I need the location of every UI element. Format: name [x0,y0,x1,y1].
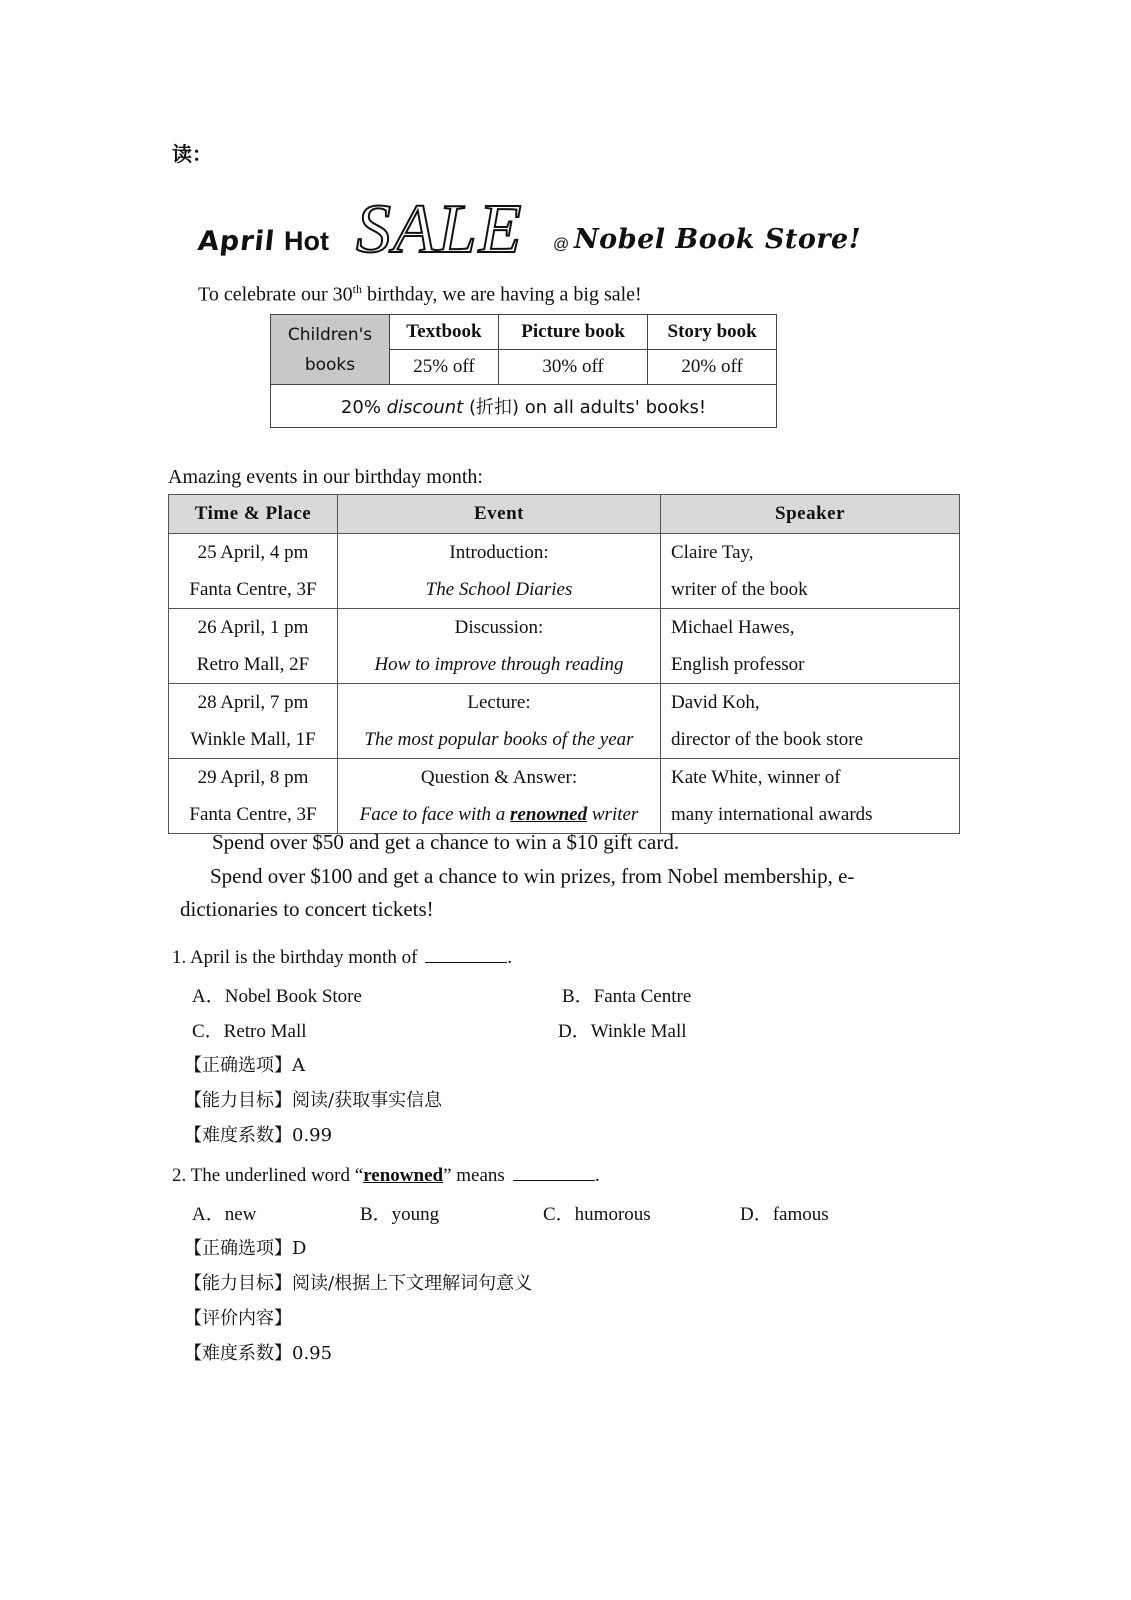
event-type: Discussion: [454,617,544,638]
q2-answer: 【正确选项】D [184,1238,307,1259]
events-header: Event [338,495,661,534]
event-cell [338,684,661,759]
speaker-cell [661,534,960,609]
sale-header: Story book [648,315,777,350]
table-row [169,609,960,684]
q2-stem-end: . [594,1165,600,1186]
event-time: 28 April, 7 pm [197,692,309,713]
event-cell [338,609,661,684]
discount-cell: 20% off [648,350,777,385]
banner-sale: SALE [356,191,524,268]
q1-goal: 【能力目标】阅读/获取事实信息 [184,1090,443,1111]
category-line1: Children's [287,324,373,345]
underlined-word: renowned [510,804,588,825]
q2-option-a: A．new [192,1204,257,1225]
event-title-pre: Face to face with a [359,804,511,825]
banner-april: April [196,226,277,257]
q2-stem-post: ” means [443,1165,505,1186]
events-table [168,494,960,834]
q2-content: 【评价内容】 [184,1308,292,1329]
intro-line [198,282,642,307]
footer-italic: discount [386,397,464,418]
event-type: Question & Answer: [420,767,578,788]
q1-answer: 【正确选项】A [184,1055,305,1076]
event-title: The School Diaries [425,579,573,600]
q2-blank [513,1164,595,1181]
promo-line-1: Spend over $50 and get a chance to win a $10 gift card. [212,830,680,854]
speaker-name: Michael Hawes, [671,617,795,638]
speaker-cell [661,609,960,684]
time-place-cell [169,684,338,759]
footer-pre: 20% [340,397,387,418]
sale-header: Picture book [498,315,647,350]
speaker-role: English professor [671,654,805,675]
q2-option-c: C．humorous [543,1204,651,1225]
q2-difficulty: 【难度系数】0.95 [184,1343,333,1364]
event-cell [338,534,661,609]
event-time: 25 April, 4 pm [197,542,309,563]
event-place: Fanta Centre, 3F [189,804,317,825]
event-title-post: writer [587,804,639,825]
event-cell [338,759,661,834]
events-label: Amazing events in our birthday month: [168,466,483,488]
intro-text-pre: To celebrate our 30 [198,283,353,306]
intro-sup: th [352,282,362,296]
category-line2: books [304,354,356,375]
q1-difficulty: 【难度系数】0.99 [184,1125,333,1146]
q2-option-d: D．famous [740,1204,829,1225]
promo-line-3: dictionaries to concert tickets! [180,897,434,921]
banner-store-name: Nobel Book Store! [574,224,862,255]
speaker-role: director of the book store [671,729,864,750]
event-place: Winkle Mall, 1F [190,729,316,750]
promo-line-2: Spend over $100 and get a chance to win prizes, from Nobel membership, e- [210,864,855,888]
speaker-name: David Koh, [671,692,760,713]
q2-stem-pre: 2. The underlined word “ [172,1165,364,1186]
footer-post: (折扣) on all adults' books! [463,397,707,418]
speaker-cell [661,759,960,834]
banner-at: @ [553,236,570,253]
speaker-name: Kate White, winner of [671,767,841,788]
q2-option-b: B．young [360,1204,440,1225]
table-row [169,684,960,759]
event-place: Retro Mall, 2F [196,654,310,675]
event-time: 26 April, 1 pm [197,617,309,638]
q2-underlined-word: renowned [363,1165,444,1186]
q1-option-d: D．Winkle Mall [558,1021,687,1042]
q1-option-a: A．Nobel Book Store [192,986,362,1007]
category-cell [271,315,390,385]
section-heading: 读： [172,144,212,166]
event-title [348,796,650,833]
time-place-cell [169,759,338,834]
table-row [169,759,960,834]
q2-stem [172,1164,600,1187]
events-header: Speaker [661,495,960,534]
table-row [169,534,960,609]
event-title: How to improve through reading [374,654,624,675]
intro-text-post: birthday, we are having a big sale! [361,283,642,306]
sale-header: Textbook [390,315,499,350]
speaker-role: many international awards [671,804,873,825]
event-type: Introduction: [449,542,549,563]
q1-stem [172,946,512,969]
discount-cell: 30% off [498,350,647,385]
q1-option-c: C．Retro Mall [192,1021,307,1042]
q1-stem-end: . [507,947,513,968]
adult-discount-note [271,385,777,428]
q1-stem-text: 1. April is the birthday month of [172,947,418,968]
speaker-cell [661,684,960,759]
events-header: Time & Place [169,495,338,534]
speaker-name: Claire Tay, [671,542,754,563]
time-place-cell [169,609,338,684]
banner-hot: Hot [284,226,329,256]
q1-blank [425,946,507,963]
sale-table [270,314,777,428]
event-title: The most popular books of the year [364,729,634,750]
event-type: Lecture: [467,692,531,713]
event-place: Fanta Centre, 3F [189,579,317,600]
q1-option-b: B．Fanta Centre [562,986,692,1007]
time-place-cell [169,534,338,609]
speaker-role: writer of the book [671,579,808,600]
discount-cell: 25% off [390,350,499,385]
q2-goal: 【能力目标】阅读/根据上下文理解词句意义 [184,1273,533,1294]
event-time: 29 April, 8 pm [197,767,309,788]
